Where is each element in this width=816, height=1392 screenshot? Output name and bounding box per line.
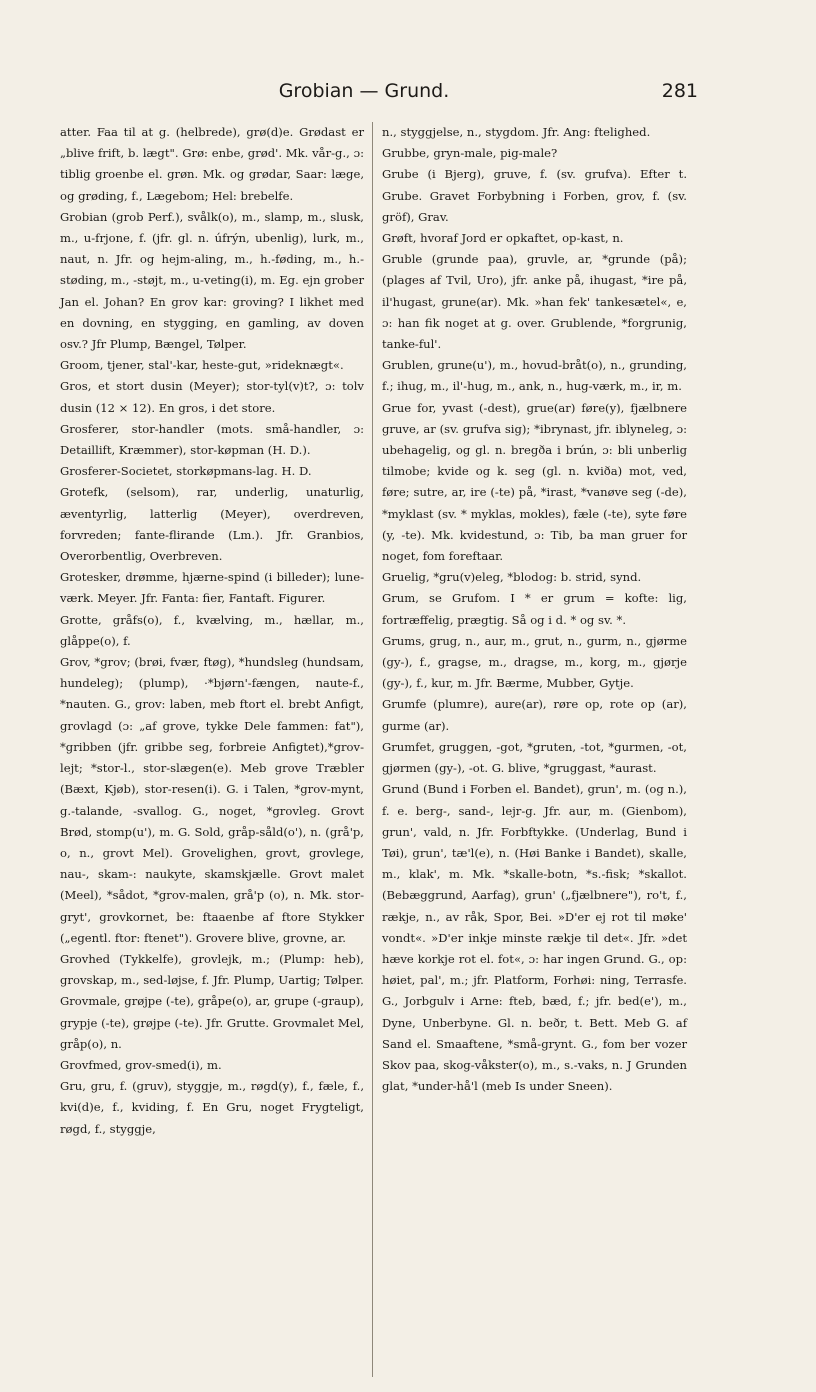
dictionary-entry: Grøft, hvoraf Jord er opkaftet, op-kast, n. (382, 231, 624, 246)
dictionary-entry: Gruble (grunde paa), gruvle, ar, *grunde (på); (plages af Tvil, Uro), jfr. anke på, ihugast, *ire på, il'hugast, grune(ar). Mk. »han fek' tankesætel«, e, ɔ: han fik noget at g. over. Grublende, *forgrunig, tanke-ful'. (382, 252, 687, 352)
dictionary-entry: Grotefk, (selsom), rar, underlig, unaturlig, æventyrlig, latterlig (Meyer), overdreven, forvreden; fante-flirande (Lm.). Jfr. Granbios, Overorbentlig, Overbreven. (60, 485, 364, 564)
dictionary-entry: Grovmale, grøjpe (-te), gråpe(o), ar, grupe (-graup), grypje (-te), grøjpe (-te). Jfr. Grutte. Grovmalet Mel, gråp(o), n. (60, 994, 364, 1051)
left-column (60, 122, 364, 1140)
dictionary-entry: Grovfmed, grov-smed(i), m. (60, 1057, 222, 1072)
page-title: Grobian — Grund. (278, 80, 450, 102)
dictionary-entry: Grosferer, stor-handler (mots. små-handler, ɔ: Detaillift, Kræmmer), stor-køpman (H. D.). (60, 421, 364, 458)
page-number: 281 (661, 80, 698, 102)
dictionary-entry: Grobian (grob Perf.), svålk(o), m., slamp, m., slusk, m., u-frjone, f. (jfr. gl. n. úfrýn, ubenlig), lurk, m., naut, n. Jfr. og hejm-aling, m., h.-føding, m., h.-støding, m., -støjt, m., u-veting(i), m. Eg. ejn grober Jan el. Johan? En grov kar: groving? I likhet med en dovning, en stygging, en gamling, av doven osv.? Jfr Plump, Bængel, Tølper. (60, 209, 364, 352)
dictionary-entry: Grum, se Grufom. I * er grum = kofte: lig, fortræffelig, prægtig. Så og i d. * og sv. *. (382, 591, 687, 627)
dictionary-entry: Grue for, yvast (-dest), grue(ar) føre(y), fjælbnere gruve, ar (sv. grufva sig); *ibrynast, jfr. iblyneleg, ɔ: ubehagelig, og gl. n. bregða i brún, ɔ: bli unberlig tilmobe; kvide og k. seg (gl. n. kviða) mot, ved, føre; sutre, ar, ire (-te) på, *irast, *vanøve seg (-de), *myklast (sv. * myklas, mokles), fæle (-te), syte føre (y, -te). Mk. kvidestund, ɔ: Tib, ba man gruer for noget, fom foreftaar. (382, 400, 687, 564)
dictionary-entry: Gru, gru, f. (gruv), styggje, m., røgd(y), f., fæle, f., kvi(d)e, f., kviding, f. En Gru, noget Frygteligt, røgd, f., styggje, (60, 1079, 364, 1136)
dictionary-entry: Grubbe, gryn-male, pig-male? (382, 146, 558, 161)
dictionary-entry: Grublen, grune(u'), m., hovud-bråt(o), n., grunding, f.; ihug, m., il'-hug, m., ank, n., hug-værk, m., ir, m. (382, 358, 687, 394)
dictionary-entry: n., styggjelse, n., stygdom. Jfr. Ang: ftelighed. (382, 125, 651, 139)
dictionary-entry: Gruelig, *gru(v)eleg, *blodog: b. strid, synd. (382, 570, 642, 585)
dictionary-entry: Grums, grug, n., aur, m., grut, n., gurm, n., gjørme (gy-), f., gragse, m., dragse, m., korg, m., gjørje (gy-), f., kur, m. Jfr. Bærme, Mubber, Gytje. (382, 633, 687, 691)
dictionary-entry: Grund (Bund i Forben el. Bandet), grun', m. (og n.), f. e. berg-, sand-, lejr-g. Jfr. aur, m. (Gienbom), grun', vald, n. Jfr. Forbftykke. (Underlag, Bund i Tøi), grun', tæ'l(e), n. (Høi Banke i Bandet), skalle, m., klak', m. Mk. *skalle-botn, *s.-fisk; *skallot. (Bebæggrund, Aarfag), grun' („fjælbnere"), ro't, f., rækje, n., av råk, Spor, Bei. »D'er ej rot til møke' vondt«. »D'er inkje minste rækje til det«. Jfr. »det hæve korkje rot el. fot«, ɔ: har ingen Grund. G., op: høiet, pal', m.; jfr. Platform, Forhøi: ning, Terrasfe. G., Jorbgulv i Arne: fteb, bæd, f.; jfr. bed(e'), m., Dyne, Unberbyne. Gl. n. beðr, t. Bett. Meb G. af Sand el. Smaaftene, *små-grynt. G., fom ber vozer Skov paa, skog-våkster(o), m., s.-vaks, n. J Grunden glat, *under-hå'l (meb Is under Sneen). (382, 782, 687, 1094)
dictionary-entry: Grube (i Bjerg), gruve, f. (sv. grufva). Efter t. Grube. Gravet Forbybning i Forben, grov, f. (sv. gröf), Grav. (382, 167, 687, 224)
dictionary-entry: Grotte, gråfs(o), f., kvælving, m., hællar, m., glåppe(o), f. (60, 612, 364, 648)
dictionary-entry: Grotesker, drømme, hjærne-spind (i billeder); lune-værk. Meyer. Jfr. Fanta: fier, Fantaft. Figurer. (60, 570, 364, 606)
dictionary-entry: Gros, et stort dusin (Meyer); stor-tyl(v)t?, ɔ: tolv dusin (12 × 12). En gros, i det store. (60, 379, 364, 415)
right-column (382, 122, 687, 1097)
dictionary-entry: Grov, *grov; (brøi, fvær, ftøg), *hundsleg (hundsam, hundeleg); (plump), ·*bjørn'-fængen, naute-f., *nauten. G., grov: laben, meb ftort el. brebt Anfigt, grovlagd (ɔ: „af grove, tykke Dele fammen: fat"), *gribben (jfr. gribbe seg, forbreie Anfigtet),*grov-lejt; *stor-l., stor-slægen(e). Meb grove Træbler (Bæxt, Kjøb), stor-resen(i). G. i Talen, *grov-mynt, g.-talande, -svallog. G., noget, *grovleg. Grovt Brød, stomp(u'), m. G. Sold, gråp-såld(o'), n. (grå'p, o, n., grovt Mel). Grovelighen, grovt, grovlege, nau-, skam-: naukyte, skamskjælle. Grovt malet (Meel), *sådot, *grov-malen, grå'p (o), n. Mk. stor-gryt', grovkornet, be: ftaaenbe af ftore Stykker („egentl. ftor: ftenet"). Grovere blive, grovne, ar. (60, 655, 364, 945)
dictionary-entry: Grovhed (Tykkelfe), grovlejk, m.; (Plump: heb), grovskap, m., sed-løjse, f. Jfr. Plump, Uartig; Tølper. (60, 951, 364, 988)
dictionary-entry: Grosferer-Societet, storkøpmans-lag. H. D. (60, 464, 312, 479)
dictionary-entry: Grumfe (plumre), aure(ar), røre op, rote op (ar), gurme (ar). (382, 697, 687, 733)
dictionary-entry: Grumfet, gruggen, -got, *gruten, -tot, *gurmen, -ot, gjørmen (gy-), -ot. G. blive, *gruggast, *aurast. (382, 739, 687, 776)
dictionary-entry: Groom, tjener, stal'-kar, heste-gut, »rideknægt«. (60, 358, 344, 373)
dictionary-entry: atter. Faa til at g. (helbrede), grø(d)e. Grødast er „blive frift, b. lægt". Grø: enbe, grød'. Mk. vår-g., ɔ: tiblig groenbe el. grøn. Mk. og grødar, Saar: læge, og grøding, f., Lægebom; Hel: brebelfe. (60, 125, 364, 203)
column-divider (372, 122, 373, 1377)
